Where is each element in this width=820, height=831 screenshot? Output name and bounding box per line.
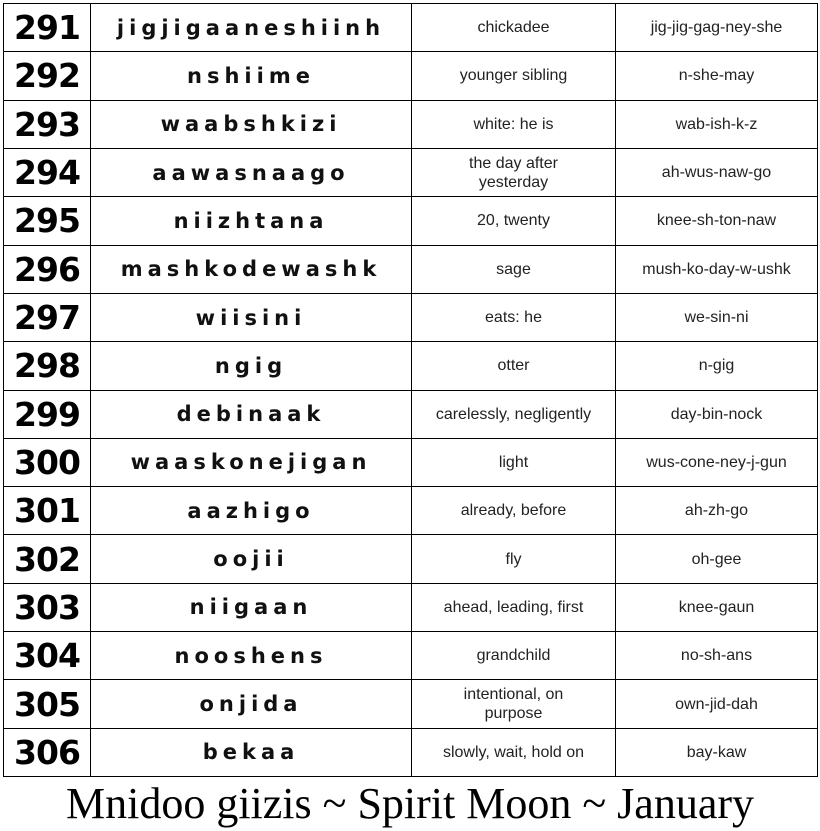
table-row [4,197,818,245]
entry-number: 297 [4,293,91,341]
pronunciation: ah-wus-naw-go [616,148,818,196]
entry-number: 302 [4,535,91,583]
pronunciation: oh-gee [616,535,818,583]
entry-number: 306 [4,728,91,776]
entry-number: 294 [4,148,91,196]
ojibwe-word: niizhtana [91,197,412,245]
table-row [4,52,818,100]
table-row [4,728,818,776]
pronunciation: bay-kaw [616,728,818,776]
table-row [4,438,818,486]
ojibwe-word: nooshens [91,632,412,680]
entry-number: 296 [4,245,91,293]
entry-number: 300 [4,438,91,486]
table-row [4,583,818,631]
table-row [4,245,818,293]
english-translation: eats: he [412,293,616,341]
ojibwe-word: aazhigo [91,487,412,535]
pronunciation: wab-ish-k-z [616,100,818,148]
english-translation: carelessly, negligently [412,390,616,438]
entry-number: 305 [4,680,91,728]
entry-number: 303 [4,583,91,631]
ojibwe-word: jigjigaaneshiinh [91,4,412,52]
table-row [4,487,818,535]
table-row [4,100,818,148]
english-translation: slowly, wait, hold on [412,728,616,776]
english-translation: 20, twenty [412,197,616,245]
pronunciation: n-gig [616,342,818,390]
table-row [4,390,818,438]
english-translation: the day after yesterday [412,148,616,196]
table-row [4,680,818,728]
entry-number: 298 [4,342,91,390]
table-row [4,342,818,390]
english-translation: grandchild [412,632,616,680]
entry-number: 292 [4,52,91,100]
ojibwe-word: bekaa [91,728,412,776]
ojibwe-word: aawasnaago [91,148,412,196]
ojibwe-word: waabshkizi [91,100,412,148]
english-translation: already, before [412,487,616,535]
pronunciation: no-sh-ans [616,632,818,680]
english-translation: chickadee [412,4,616,52]
english-translation: younger sibling [412,52,616,100]
pronunciation: n-she-may [616,52,818,100]
pronunciation: mush-ko-day-w-ushk [616,245,818,293]
footer-title: Mnidoo giizis ~ Spirit Moon ~ January [65,779,755,828]
ojibwe-word: waaskonejigan [91,438,412,486]
ojibwe-word: debinaak [91,390,412,438]
ojibwe-word: oojii [91,535,412,583]
ojibwe-word: ngig [91,342,412,390]
table-row [4,293,818,341]
vocabulary-table [3,3,818,777]
pronunciation: own-jid-dah [616,680,818,728]
english-translation: intentional, on purpose [412,680,616,728]
table-row [4,535,818,583]
english-translation: fly [412,535,616,583]
pronunciation: we-sin-ni [616,293,818,341]
entry-number: 293 [4,100,91,148]
table-row [4,148,818,196]
english-translation: light [412,438,616,486]
entry-number: 301 [4,487,91,535]
pronunciation: ah-zh-go [616,487,818,535]
pronunciation: jig-jig-gag-ney-she [616,4,818,52]
pronunciation: day-bin-nock [616,390,818,438]
ojibwe-word: mashkodewashk [91,245,412,293]
ojibwe-word: niigaan [91,583,412,631]
ojibwe-word: nshiime [91,52,412,100]
entry-number: 295 [4,197,91,245]
pronunciation: knee-sh-ton-naw [616,197,818,245]
entry-number: 304 [4,632,91,680]
english-translation: otter [412,342,616,390]
english-translation: white: he is [412,100,616,148]
table-row [4,632,818,680]
pronunciation: knee-gaun [616,583,818,631]
ojibwe-word: onjida [91,680,412,728]
entry-number: 299 [4,390,91,438]
table-row [4,4,818,52]
ojibwe-word: wiisini [91,293,412,341]
english-translation: ahead, leading, first [412,583,616,631]
pronunciation: wus-cone-ney-j-gun [616,438,818,486]
entry-number: 291 [4,4,91,52]
english-translation: sage [412,245,616,293]
